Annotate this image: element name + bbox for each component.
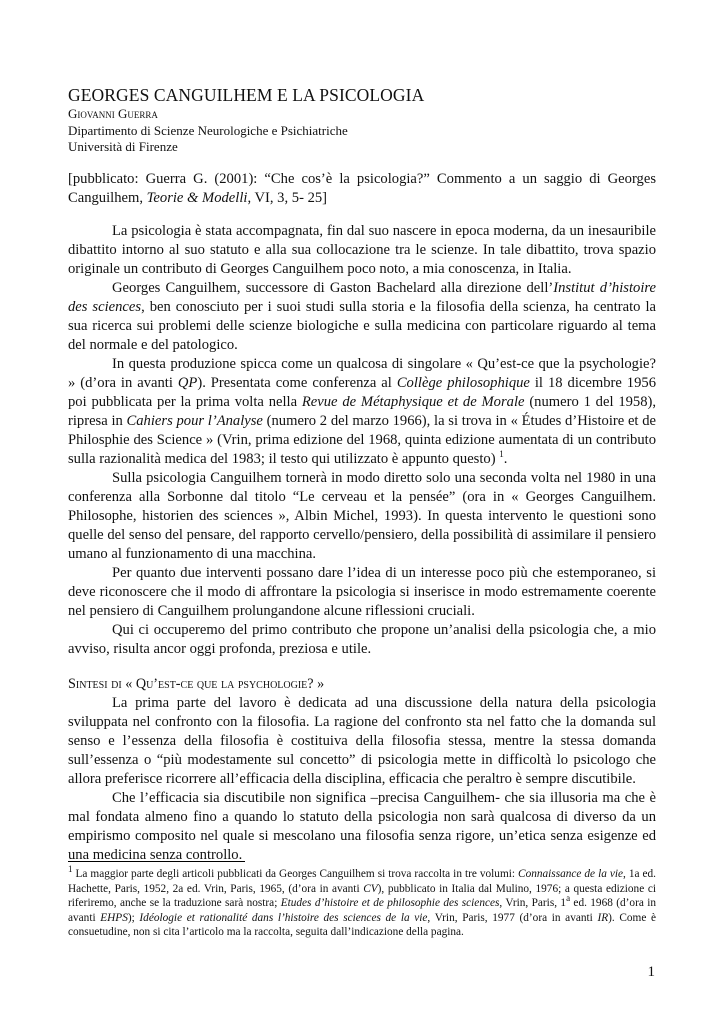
footnote-reference[interactable]: 1 [499,448,504,459]
page-number: 1 [647,964,655,980]
author-university: Università di Firenze [68,139,178,154]
paragraph: Per quanto due interventi possano dare l’idea di un interesse poco più che estemporaneo, si deve riconoscere che il modo di affrontare la psicologia si inserisce in modo estremamente coerente nel pensiero di Canguilhem prolungandone alcune riflessioni cruciali. [68,564,656,619]
paragraph: Che l’efficacia sia discutibile non significa –precisa Canguilhem- che sia illusoria ma che è mal fondata almeno fino a quando lo statuto della psicologia non sarà qualcosa di diverso da un empirismo composito nel quale si mescolano una filosofia senza rigore, un’etica senza esigenze ed una medicina senza controllo. [68,789,656,863]
author-name: Giovanni Guerra [68,106,158,121]
paragraph: La psicologia è stata accompagnata, fin dal suo nascere in epoca moderna, da un inesauribile dibattito intorno al suo statuto e alla sua collocazione tra le scienze. In tale dibattito, trova spazio originale un contributo di Georges Canguilhem poco noto, a mia conoscenza, in Italia. [68,222,656,277]
footnote: $^1$ La maggior parte degli articoli pubblicati da Georges Canguilhem si trova raccolta in tre volumi: Connaissance de la vie, 1a ed. Hachette, Paris, 1952, 2a ed. Vrin, Paris, 1965, (d’ora in avanti CV), pubblicato in Italia dal Mulino, 1976; a questa edizione ci riferiremo, anche se la traduzione sarà nostra; Etudes d’histoire et de philosophie des sciences, Vrin, Paris, 1$^a$ ed. 1968 (d’ora in avanti EHPS); Idéologie et rationalité dans l’histoire des sciences de la vie, Vrin, Paris, 1977 (d’ora in avanti IR). Come è consuetudine, non si cita l’articolo ma la raccolta, seguita dall’indicazione della pagina. [68,864,657,939]
body-text [68,222,656,659]
author-department: Dipartimento di Scienze Neurologiche e Psichiatriche [68,122,348,138]
paragraph: Georges Canguilhem, successore di Gaston Bachelard alla direzione dell’Institut d’histoire des sciences, ben conosciuto per i suoi studi sulla storia e la filosofia della scienza, ha centrato la sua ricerca sui problemi delle scienze biologiche e sulla medicina con particolare riguardo al tema del normale e del patologico. [68,279,656,353]
paragraph: Sulla psicologia Canguilhem tornerà in modo diretto solo una seconda volta nel 1980 in una conferenza alla Sorbonne dal titolo “Le cerveau et la pensée” (ora in « Georges Canguilhem. Philosophe, historien des sciences », Albin Michel, 1993). In questa intervento le questioni sono quelle del senso del pensare, del rapporto cervello/pensiero, della possibilità di assimilare il pensiero umano al funzionamento di una macchina. [68,469,656,562]
footnote-divider [68,861,245,862]
footnote-number: 1 [68,864,73,875]
paragraph: La prima parte del lavoro è dedicata ad una discussione della natura della psicologia sviluppata nel confronto con la filosofia. La ragione del confronto sta nel fatto che la domanda sul senso e l’essenza della filosofia è costituiva della filosofia stessa, mentre la stessa domanda sull’essenza o “più modestamente sul concetto” di psicologia mette in difficoltà lo psicologo che allora preferisce ricorrere all’efficacia della disciplina, efficacia che peraltro è sempre discutibile. [68,694,656,787]
section-heading: Sintesi di « Qu’est-ce que la psychologie? » [68,675,325,692]
paragraph: In questa produzione spicca come un qualcosa di singolare « Qu’est-ce que la psychologie? » (d’ora in avanti QP). Presentata come conferenza al Collège philosophique il 18 dicembre 1956 poi pubblicata per la prima volta nella Revue de Métaphysique et de Morale (numero 1 del 1958), ripresa in Cahiers pour l’Analyse (numero 2 del marzo 1966), la si trova in « Études d’Histoire et de Philosphie des Science » (Vrin, prima edizione del 1968, quinta edizione aumentata di un contributo sulla razionalità medica del 1983; il testo qui utilizzato è appunto questo) $^1$. [68,355,657,467]
paragraph: Qui ci occuperemo del primo contributo che propone un’analisi della psicologia che, a mio avviso, risulta ancor oggi profonda, preziosa e utile. [68,621,656,657]
document-title: GEORGES CANGUILHEM E LA PSICOLOGIA [68,85,425,105]
body-text-section [68,694,656,865]
publication-note: [pubblicato: Guerra G. (2001): “Che cos’è la psicologia?” Commento a un saggio di Georges Canguilhem, Teorie & Modelli, VI, 3, 5- 25] [68,170,656,206]
document-page [68,84,656,865]
